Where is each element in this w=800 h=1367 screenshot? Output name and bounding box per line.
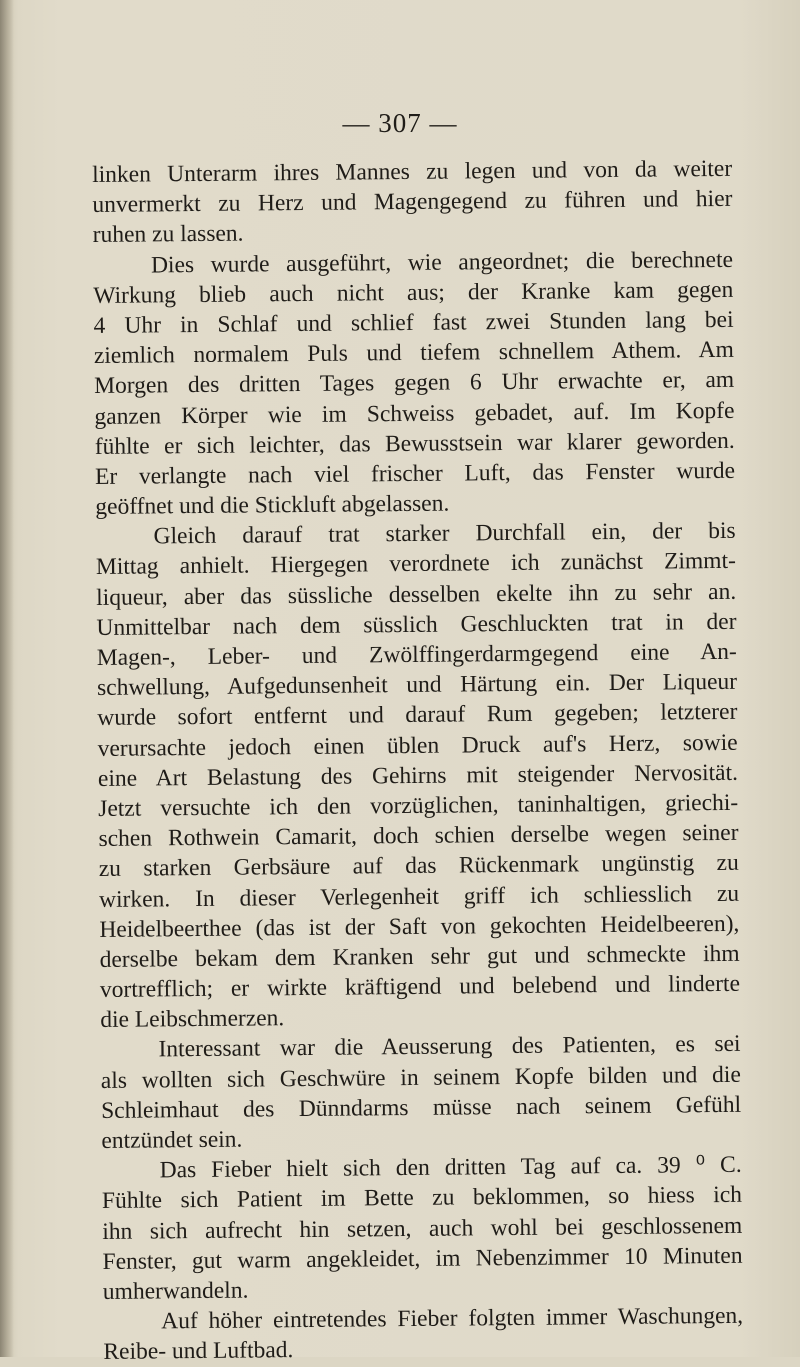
text-line: Heidelbeerthee (das ist der Saft von gekochten Heidelbeeren),	[99, 910, 740, 943]
text-line: Schleimhaut des Dünndarms müsse nach seinem Gefühl	[101, 1091, 742, 1124]
text-line: zu starken Gerbsäure auf das Rückenmark ungünstig zu	[98, 850, 739, 883]
text-line: Unmittelbar nach dem süsslich Geschluckten trat in der	[96, 608, 737, 641]
text-line: die Leibschmerzen.	[100, 1005, 285, 1034]
text-line: vortrefflich; er wirkte kräftigend und belebend und linderte	[99, 970, 741, 1004]
text-line: linken Unterarm ihres Mannes zu legen und von da weiter	[92, 155, 733, 188]
text-line: schen Rothwein Camarit, doch schien derselbe wegen seiner	[98, 819, 739, 853]
text-line: wirken. In dieser Verlegenheit griff ich schliesslich zu	[98, 880, 740, 913]
text-line: Wirkung blieb auch nicht aus; der Kranke kam gegen	[93, 276, 734, 309]
page-number: — 307 —	[342, 108, 458, 138]
text-line: schwellung, Aufgedunsenheit und Härtung ein. Der Liqueur	[96, 669, 738, 702]
text-line: ganzen Körper wie im Schweiss gebadet, auf. Im Kopfe	[94, 397, 735, 430]
text-line: ihn sich aufrecht hin setzen, auch wohl bei geschlossenem	[102, 1212, 743, 1245]
text-line: Fühlte sich Patient im Bette zu beklommen, so hiess ich	[101, 1182, 743, 1215]
text-line: ziemlich normalem Puls und tiefem schnellem Athem. Am	[93, 336, 734, 370]
text-line: Mittag anhielt. Hiergegen verordnete ich zunächst Zimmt-	[95, 548, 737, 581]
text-line: fühlte er sich leichter, das Bewusstsein war klarer geworden.	[94, 427, 735, 460]
text-line: umherwandeln.	[102, 1277, 249, 1305]
text-line: liqueur, aber das süssliche desselben ekelte ihn zu sehr an.	[96, 578, 737, 611]
text-line: Magen-, Leber- und Zwölffingerdarmgegend eine An-	[96, 638, 737, 671]
text-line: Morgen des dritten Tages gegen 6 Uhr erwachte er, am	[94, 367, 735, 400]
text-line: verursachte jedoch einen üblen Druck auf's Herz, sowie	[97, 729, 738, 762]
text-line: Das Fieber hielt sich den dritten Tag auf ca. 39 ⁰ C.	[159, 1151, 742, 1184]
text-line: ruhen zu lassen.	[92, 220, 244, 249]
text-line: Jetzt versuchte ich den vorzüglichen, taninhaltigen, griechi-	[98, 789, 739, 822]
text-line: Dies wurde ausgeführt, wie angeordnet; die berechnete	[150, 246, 734, 279]
text-line: unvermerkt zu Herz und Magengegend zu führen und hier	[92, 186, 733, 219]
text-line: Er verlangte nach viel frischer Luft, das Fenster wurde	[94, 457, 736, 490]
text-line: Auf höher eintretendes Fieber folgten immer Waschungen,	[161, 1302, 744, 1335]
text-line: wurde sofort entfernt und darauf Rum gegeben; letzterer	[97, 699, 738, 732]
text-line: eine Art Belastung des Gehirns mit steigender Nervosität.	[97, 759, 739, 792]
text-line: Reibe- und Luftbad.	[103, 1337, 294, 1366]
text-line: als wollten sich Geschwüre in seinem Kopfe bilden und die	[100, 1061, 741, 1094]
text-line: Interessant war die Aeusserung des Patienten, es sei	[158, 1031, 741, 1063]
text-line: Fenster, gut warm angekleidet, im Nebenzimmer 10 Minuten	[102, 1242, 743, 1275]
text-line: Gleich darauf trat starker Durchfall ein, der bis	[153, 518, 736, 550]
body-text	[92, 154, 744, 1367]
text-line: 4 Uhr in Schlaf und schlief fast zwei Stunden lang bei	[93, 306, 734, 339]
text-line: derselbe bekam dem Kranken sehr gut und schmeckte ihm	[99, 940, 740, 973]
text-line: geöffnet und die Stickluft abgelassen.	[95, 490, 450, 521]
book-spine-shadow	[0, 0, 14, 1357]
text-line: entzündet sein.	[101, 1126, 243, 1154]
